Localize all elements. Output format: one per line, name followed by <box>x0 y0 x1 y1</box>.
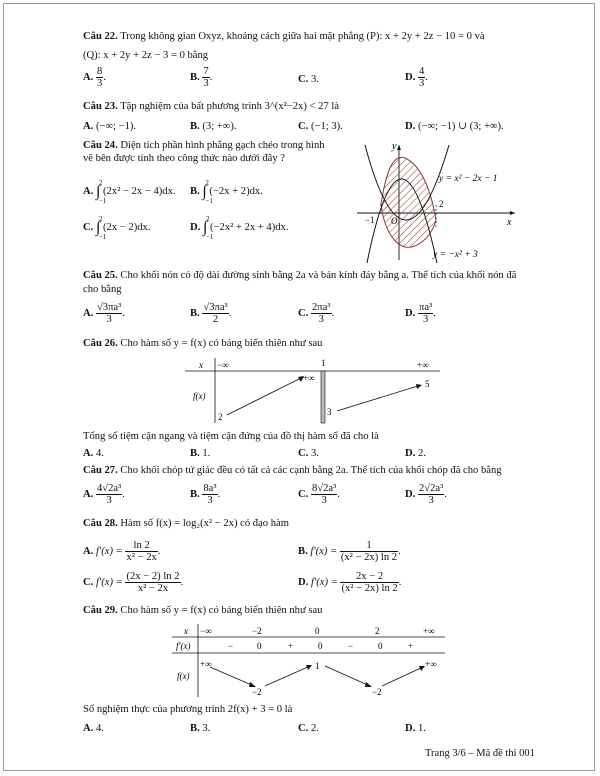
y-axis-label: y <box>392 141 397 152</box>
q27-option-b: B. $\frac{\text{8a³}}{3}$ . <box>190 483 221 507</box>
arrow-up-1 <box>227 377 303 415</box>
svg-text:−2: −2 <box>252 626 262 636</box>
svg-text:1: 1 <box>315 661 320 671</box>
q22-label: Câu 22. <box>83 31 118 42</box>
q27-line: Câu 27. Cho khối chóp tứ giác đều có tất cả các cạnh bằng 2a. Thể tích của khối chóp đã cho bằng <box>83 465 502 476</box>
page-footer: Trang 3/6 – Mã đề thi 001 <box>425 748 535 759</box>
svg-text:0: 0 <box>315 626 320 636</box>
vertical-asymptote-bar <box>321 371 325 423</box>
q29-option-a: A. 4. <box>83 723 104 734</box>
arrow-head-icon <box>365 682 372 687</box>
q25-option-d: D. $\frac{\text{πa³}}{3}$ . <box>405 302 436 326</box>
arrow-up-2 <box>337 385 421 411</box>
q24-line1: Câu 24. Diện tích phần hình phẳng gạch chéo trong hình <box>83 140 325 151</box>
svg-text:x: x <box>184 626 188 636</box>
q22-option-d: D. $\frac{4}{3}$ . <box>405 66 428 90</box>
svg-text:1: 1 <box>321 358 326 368</box>
q25-option-b: B. $\frac{\text{√3πa³}}{2}$ . <box>190 302 232 326</box>
q28-line: Câu 28. Hàm số f(x) = log₂(x² − 2x) có đạo hàm <box>83 518 289 529</box>
arrow-head-icon <box>416 384 422 389</box>
q27-option-c: C. $\frac{\text{8√2a³}}{3}$ . <box>298 483 340 507</box>
svg-text:+∞: +∞ <box>417 360 429 370</box>
q25-option-c: C. $\frac{\text{2πa³}}{3}$ . <box>298 302 335 326</box>
q22-option-b: B. $\frac{7}{3}$ . <box>190 66 213 90</box>
q22-line1 <box>83 31 485 44</box>
svg-text:−: − <box>348 641 354 651</box>
svg-text:f′(x): f′(x) <box>176 641 191 651</box>
svg-text:2: 2 <box>375 626 380 636</box>
q29-variation-table <box>170 622 450 698</box>
q24-option-c: C. ∫ 2 −1 (2x − 2)dx. <box>83 215 151 241</box>
q23-text: Tập nghiệm của bất phương trình 3^(x²−2x) < 27 là <box>120 101 340 112</box>
q25-line1: Câu 25. Cho khối nón có độ dài đường sinh bằng 2a và bán kính đáy bằng a. Thể tích của khối nón đã <box>83 270 517 281</box>
q23-line: Câu 23. Tập nghiệm của bất phương trình 3^(x²−2x) < 27 là <box>83 101 340 112</box>
q26-after: Tổng số tiệm cận ngang và tiệm cận đứng của đồ thị hàm số đã cho là <box>83 431 379 442</box>
q22-text2: (Q): x + 2y + 2z − 3 = 0 bằng <box>83 50 209 61</box>
q22-option-a: A. $\frac{8}{3}$ . <box>83 66 106 90</box>
q24-option-a: A. ∫ 2 −1 (2x² − 2x − 4)dx. <box>83 179 176 205</box>
x-2-label: 2 <box>439 199 444 209</box>
q26-option-c: C. 3. <box>298 448 319 459</box>
q28-option-b: B. f′(x) = $\frac{1}{\text{(x² − 2x) ln 2}}$ . <box>298 540 401 564</box>
q29-line: Câu 29. Cho hàm số y = f(x) có bảng biến thiên như sau <box>83 605 323 616</box>
q26-line: Câu 26. Cho hàm số y = f(x) có bảng biến thiên như sau <box>83 338 323 349</box>
svg-text:+∞: +∞ <box>303 373 315 383</box>
svg-text:+: + <box>288 641 294 651</box>
q26-option-d: D. 2. <box>405 448 426 459</box>
arrow-head-icon <box>249 682 256 687</box>
x-neg1-label: −1 <box>365 215 375 225</box>
svg-text:0: 0 <box>257 641 262 651</box>
svg-text:+∞: +∞ <box>200 659 212 669</box>
q24-option-b: B. ∫ 2 −1 (−2x + 2)dx. <box>190 179 263 205</box>
q29-option-c: C. 2. <box>298 723 319 734</box>
svg-text:0: 0 <box>378 641 383 651</box>
origin-label: O <box>391 216 398 226</box>
q28-option-d: D. f′(x) = $\frac{2x - 2}{\text{(x² − 2x) ln 2}}$ . <box>298 571 402 595</box>
curve1-label: y = x² − 2x − 1 <box>439 174 498 184</box>
fx-header: f(x) <box>193 391 206 401</box>
q23-option-b: B. (3; +∞). <box>190 121 237 132</box>
svg-text:+∞: +∞ <box>423 626 435 636</box>
q26-option-b: B. 1. <box>190 448 211 459</box>
q29-option-b: B. 3. <box>190 723 211 734</box>
svg-text:−2: −2 <box>252 687 262 697</box>
svg-text:−: − <box>228 641 234 651</box>
q25-option-a: A. $\frac{\text{√3πa³}}{3}$ . <box>83 302 125 326</box>
q28-option-a: A. f′(x) = $\frac{\ln 2}{\text{x² − 2x}}$ . <box>83 540 161 564</box>
shaded-region <box>381 157 436 247</box>
q22-text1: Trong không gian Oxyz, khoảng cách giữa hai mặt phẳng (P): x + 2y + 2z − 10 = 0 và <box>120 31 485 42</box>
q27-option-a: A. $\frac{\text{4√2a³}}{3}$ . <box>83 483 125 507</box>
svg-text:−∞: −∞ <box>200 626 212 636</box>
q27-option-d: D. $\frac{\text{2√2a³}}{3}$ . <box>405 483 447 507</box>
svg-text:−∞: −∞ <box>217 360 229 370</box>
q23-option-c: C. (−1; 3). <box>298 121 343 132</box>
q26-option-a: A. 4. <box>83 448 104 459</box>
q24-text2: vẽ bên được tính theo công thức nào dưới đây ? <box>83 153 285 164</box>
q28-option-c: C. f′(x) = $\frac{(2x - 2) \ln 2}{\text{x² − 2x}}$ . <box>83 571 184 595</box>
svg-text:3: 3 <box>327 407 332 417</box>
q23-option-a: A. (−∞; −1). <box>83 121 137 132</box>
q26-variation-table <box>185 355 445 425</box>
x-axis-label: x <box>507 217 512 228</box>
q22-option-c: C. 3. <box>298 74 319 85</box>
y-axis-arrow-icon <box>397 145 401 150</box>
svg-text:+∞: +∞ <box>425 659 437 669</box>
svg-text:2: 2 <box>218 412 223 422</box>
svg-text:−2: −2 <box>372 687 382 697</box>
x-header: x <box>199 360 203 370</box>
q24-option-d: D. ∫ 2 −1 (−2x² + 2x + 4)dx. <box>190 215 289 241</box>
q24-graph <box>345 135 520 265</box>
q25-text2: cho bằng <box>83 284 122 295</box>
svg-text:f(x): f(x) <box>177 671 190 681</box>
q23-option-d: D. (−∞; −1) ∪ (3; +∞). <box>405 121 504 132</box>
svg-text:5: 5 <box>425 379 430 389</box>
svg-text:+: + <box>408 641 414 651</box>
q29-after: Số nghiệm thực của phương trình 2f(x) + 3 = 0 là <box>83 704 293 715</box>
x-axis-arrow-icon <box>510 211 515 215</box>
svg-text:0: 0 <box>318 641 323 651</box>
q29-option-d: D. 1. <box>405 723 426 734</box>
curve2-label: y = −x² + 3 <box>433 250 478 260</box>
